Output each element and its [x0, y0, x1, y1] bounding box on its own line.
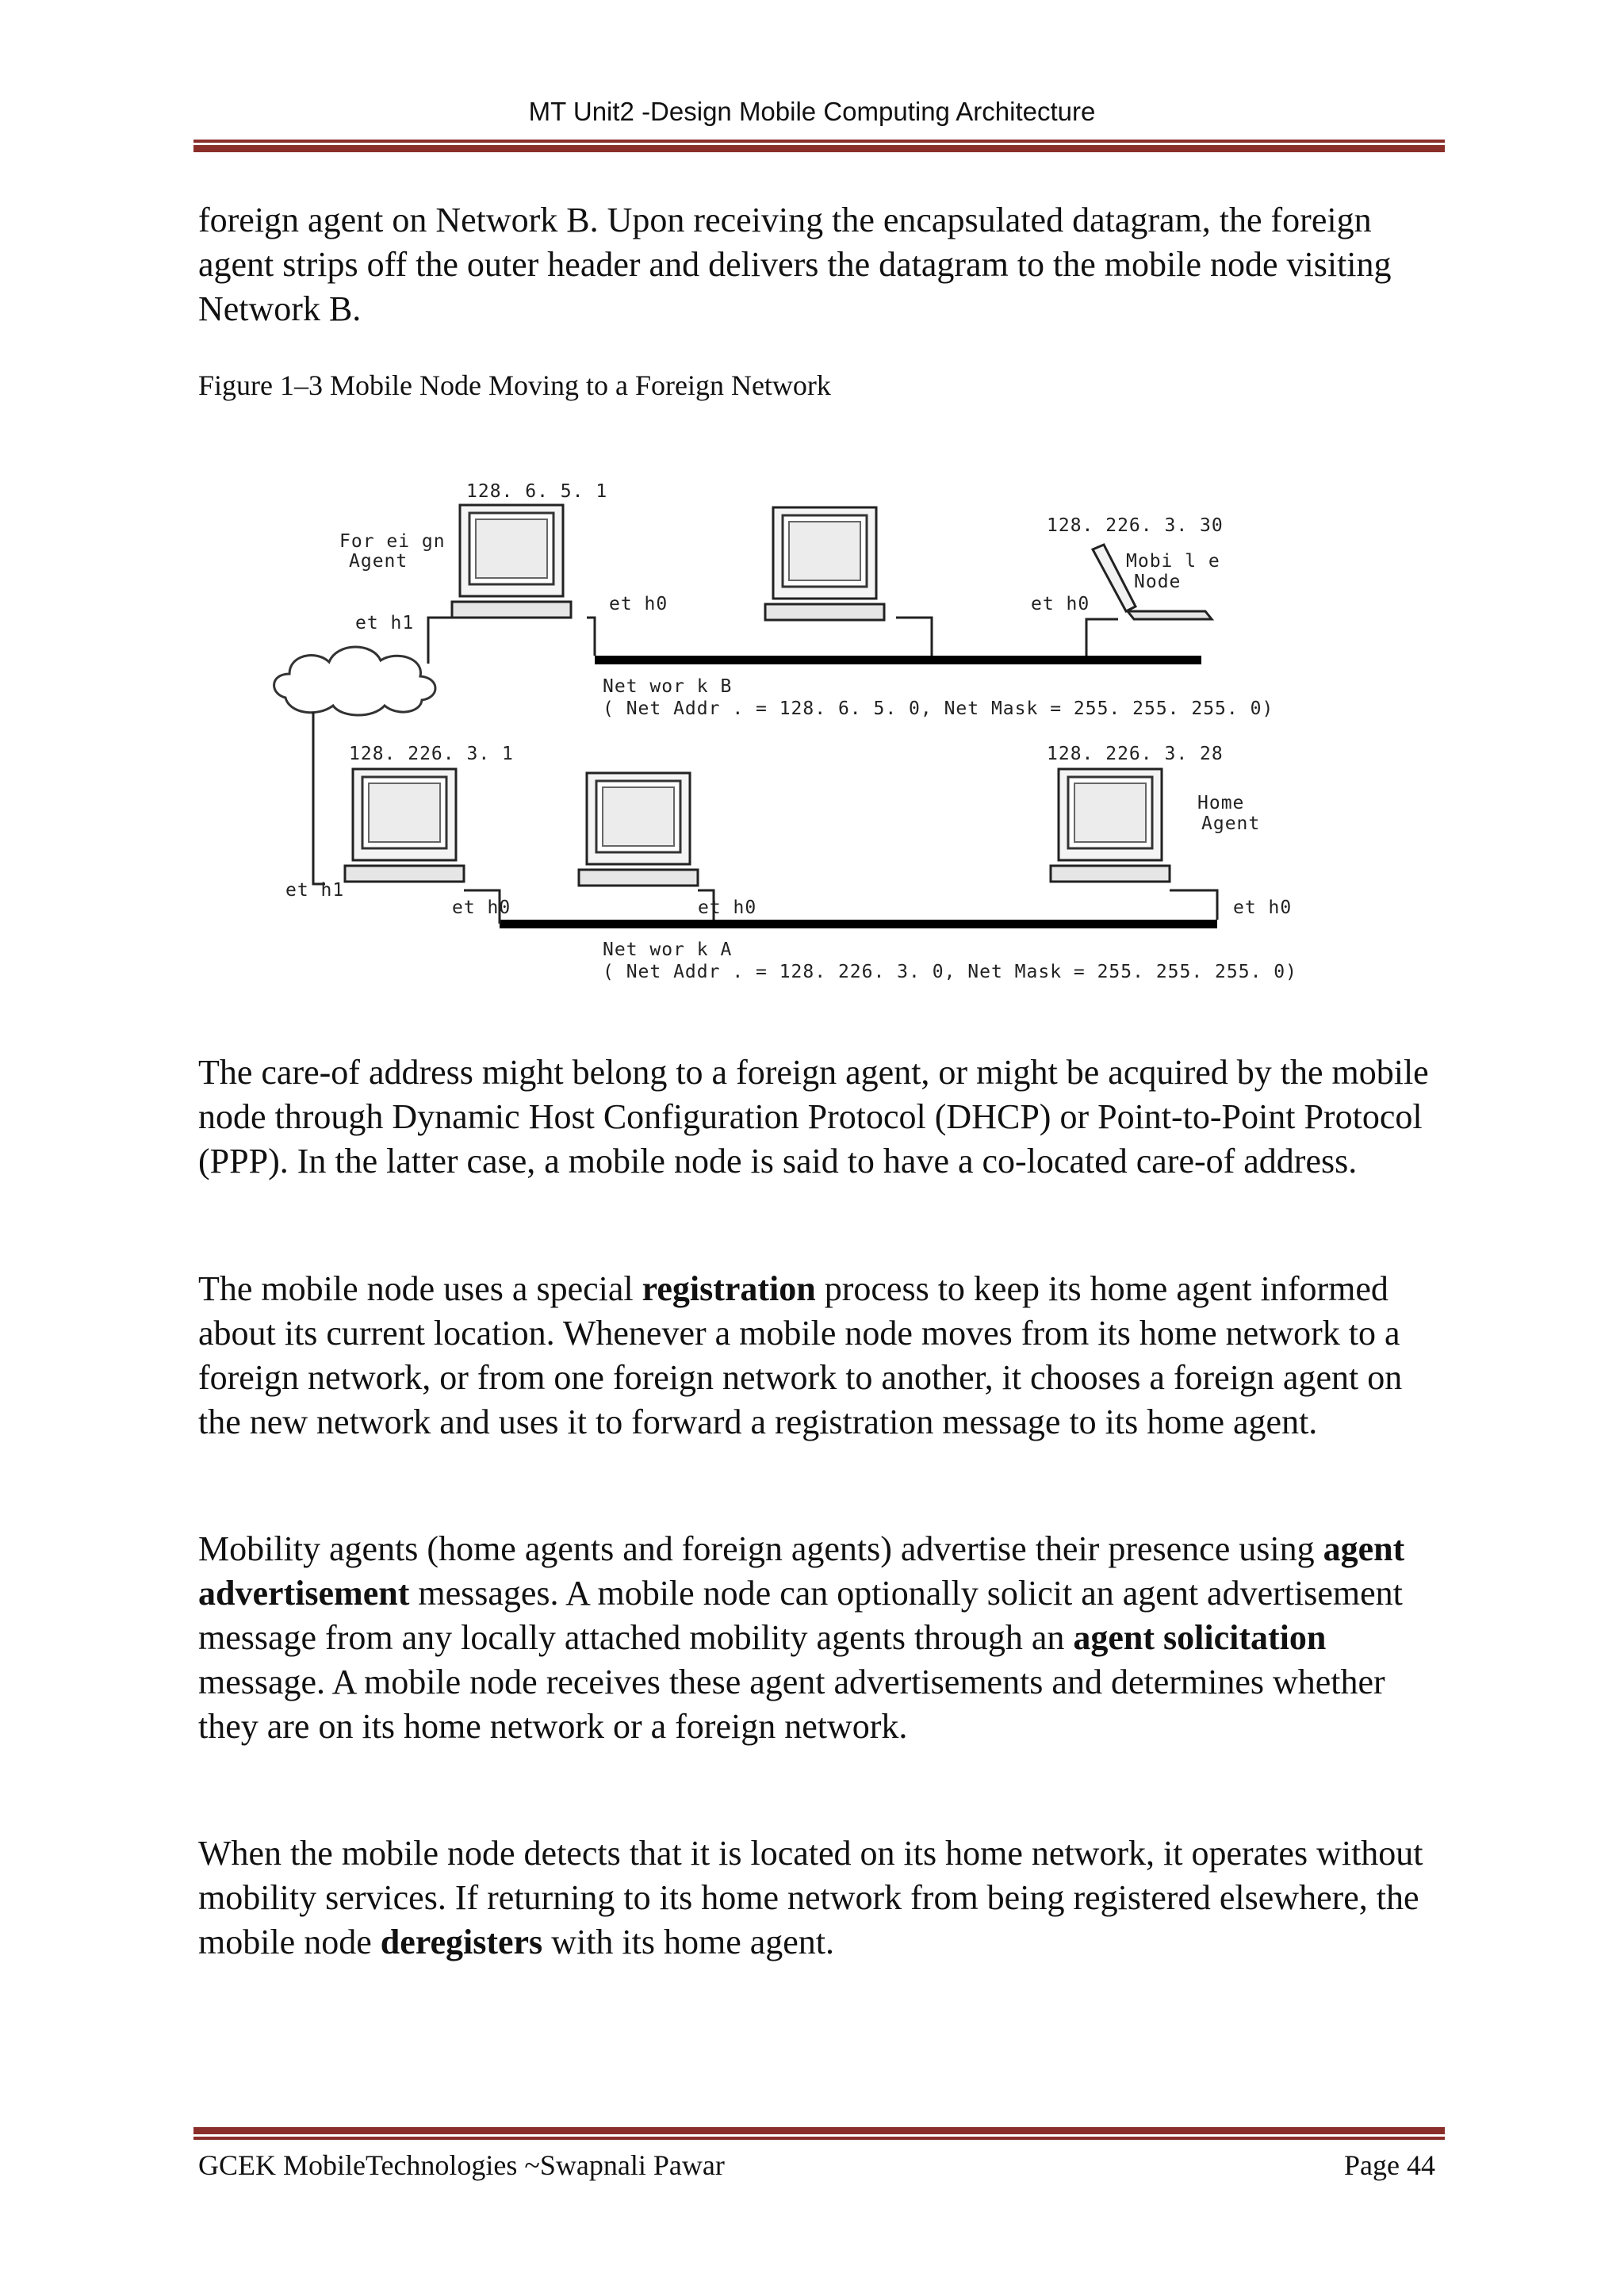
- network-a-host-eth0: et h0: [698, 897, 757, 918]
- mobile-node-label-1: Mobi l e: [1126, 551, 1220, 572]
- network-b-host-computer: [765, 507, 884, 620]
- network-a-bus: [500, 920, 1217, 928]
- network-b-address: ( Net Addr . = 128. 6. 5. 0, Net Mask = 255. 255. 255. 0): [603, 698, 1274, 719]
- paragraph-2: The care-of address might belong to a foreign agent, or might be acquired by the mobile node through Dynamic Host Configuration Protocol (DHCP) or Point-to-Point Protocol (PPP). In the latter case, a mobile node is said to have a co-located care-of address.: [198, 1053, 1429, 1181]
- network-diagram-svg: [270, 456, 1364, 1011]
- running-header: MT Unit2 -Design Mobile Computing Architecture: [528, 97, 1096, 126]
- internet-cloud: [274, 647, 435, 715]
- footer-author: GCEK MobileTechnologies ~Swapnali Pawar: [198, 2149, 725, 2181]
- router-computer: [345, 769, 464, 882]
- figure-caption: Figure 1–3 Mobile Node Moving to a Foreign Network: [198, 369, 831, 401]
- foreign-agent-computer: [452, 505, 571, 618]
- foreign-agent-label-2: Agent: [349, 551, 408, 572]
- router-eth0: et h0: [452, 897, 511, 918]
- router-eth1: et h1: [285, 880, 345, 901]
- paragraph-1: foreign agent on Network B. Upon receiving the encapsulated datagram, the foreign agent strips off the outer header and delivers the datagram to the mobile node visiting Network B.: [198, 201, 1392, 328]
- foreign-agent-ip: 128. 6. 5. 1: [466, 481, 608, 502]
- home-agent-eth0: et h0: [1233, 897, 1293, 918]
- network-a-name: Net wor k A: [603, 939, 733, 960]
- foreign-agent-label-1: For ei gn: [339, 531, 446, 552]
- network-b-name: Net wor k B: [603, 676, 733, 697]
- page-number: Page 44: [1344, 2149, 1435, 2181]
- term-agent-advertisement: agent advertisement: [198, 1529, 1405, 1613]
- paragraph-4: Mobility agents (home agents and foreign agents) advertise their presence using agent advertisement messages. A mobile node can optionally solicit an agent advertisement message from any locally attached mobility agents through an agent solicitation message. A mobile node receives these agent advertisements and determines whether they are on its home network or a foreign network.: [198, 1529, 1405, 1746]
- network-b-bus: [595, 656, 1201, 664]
- paragraph-3: The mobile node uses a special registration process to keep its home agent informed about its current location. Whenever a mobile node moves from its home network to a foreign network, or from one foreign network to another, it chooses a foreign agent on the new network and uses it to forward a registration message to its home agent.: [198, 1269, 1403, 1441]
- home-agent-ip: 128. 226. 3. 28: [1047, 744, 1224, 764]
- mobile-node-eth0: et h0: [1031, 594, 1090, 614]
- mobile-node-ip: 128. 226. 3. 30: [1047, 515, 1224, 536]
- term-agent-solicitation: agent solicitation: [1073, 1618, 1327, 1657]
- home-agent-label-1: Home: [1197, 793, 1245, 813]
- footer-rule: [193, 2127, 1445, 2140]
- network-a-address: ( Net Addr . = 128. 226. 3. 0, Net Mask = 255. 255. 255. 0): [603, 962, 1297, 982]
- router-ip: 128. 226. 3. 1: [349, 744, 514, 764]
- network-a-host-computer: [579, 773, 698, 886]
- foreign-agent-eth0: et h0: [609, 594, 668, 614]
- term-deregisters: deregisters: [380, 1923, 543, 1961]
- header-rule: [193, 140, 1445, 152]
- term-registration: registration: [642, 1269, 816, 1308]
- foreign-agent-eth1: et h1: [355, 613, 415, 633]
- home-agent-computer: [1051, 769, 1170, 882]
- network-diagram: [270, 456, 1364, 1011]
- mobile-node-label-2: Node: [1134, 572, 1182, 592]
- paragraph-5: When the mobile node detects that it is located on its home network, it operates without mobility services. If returning to its home network from being registered elsewhere, the mobile node deregisters with its home agent.: [198, 1834, 1423, 1961]
- home-agent-label-2: Agent: [1201, 813, 1261, 834]
